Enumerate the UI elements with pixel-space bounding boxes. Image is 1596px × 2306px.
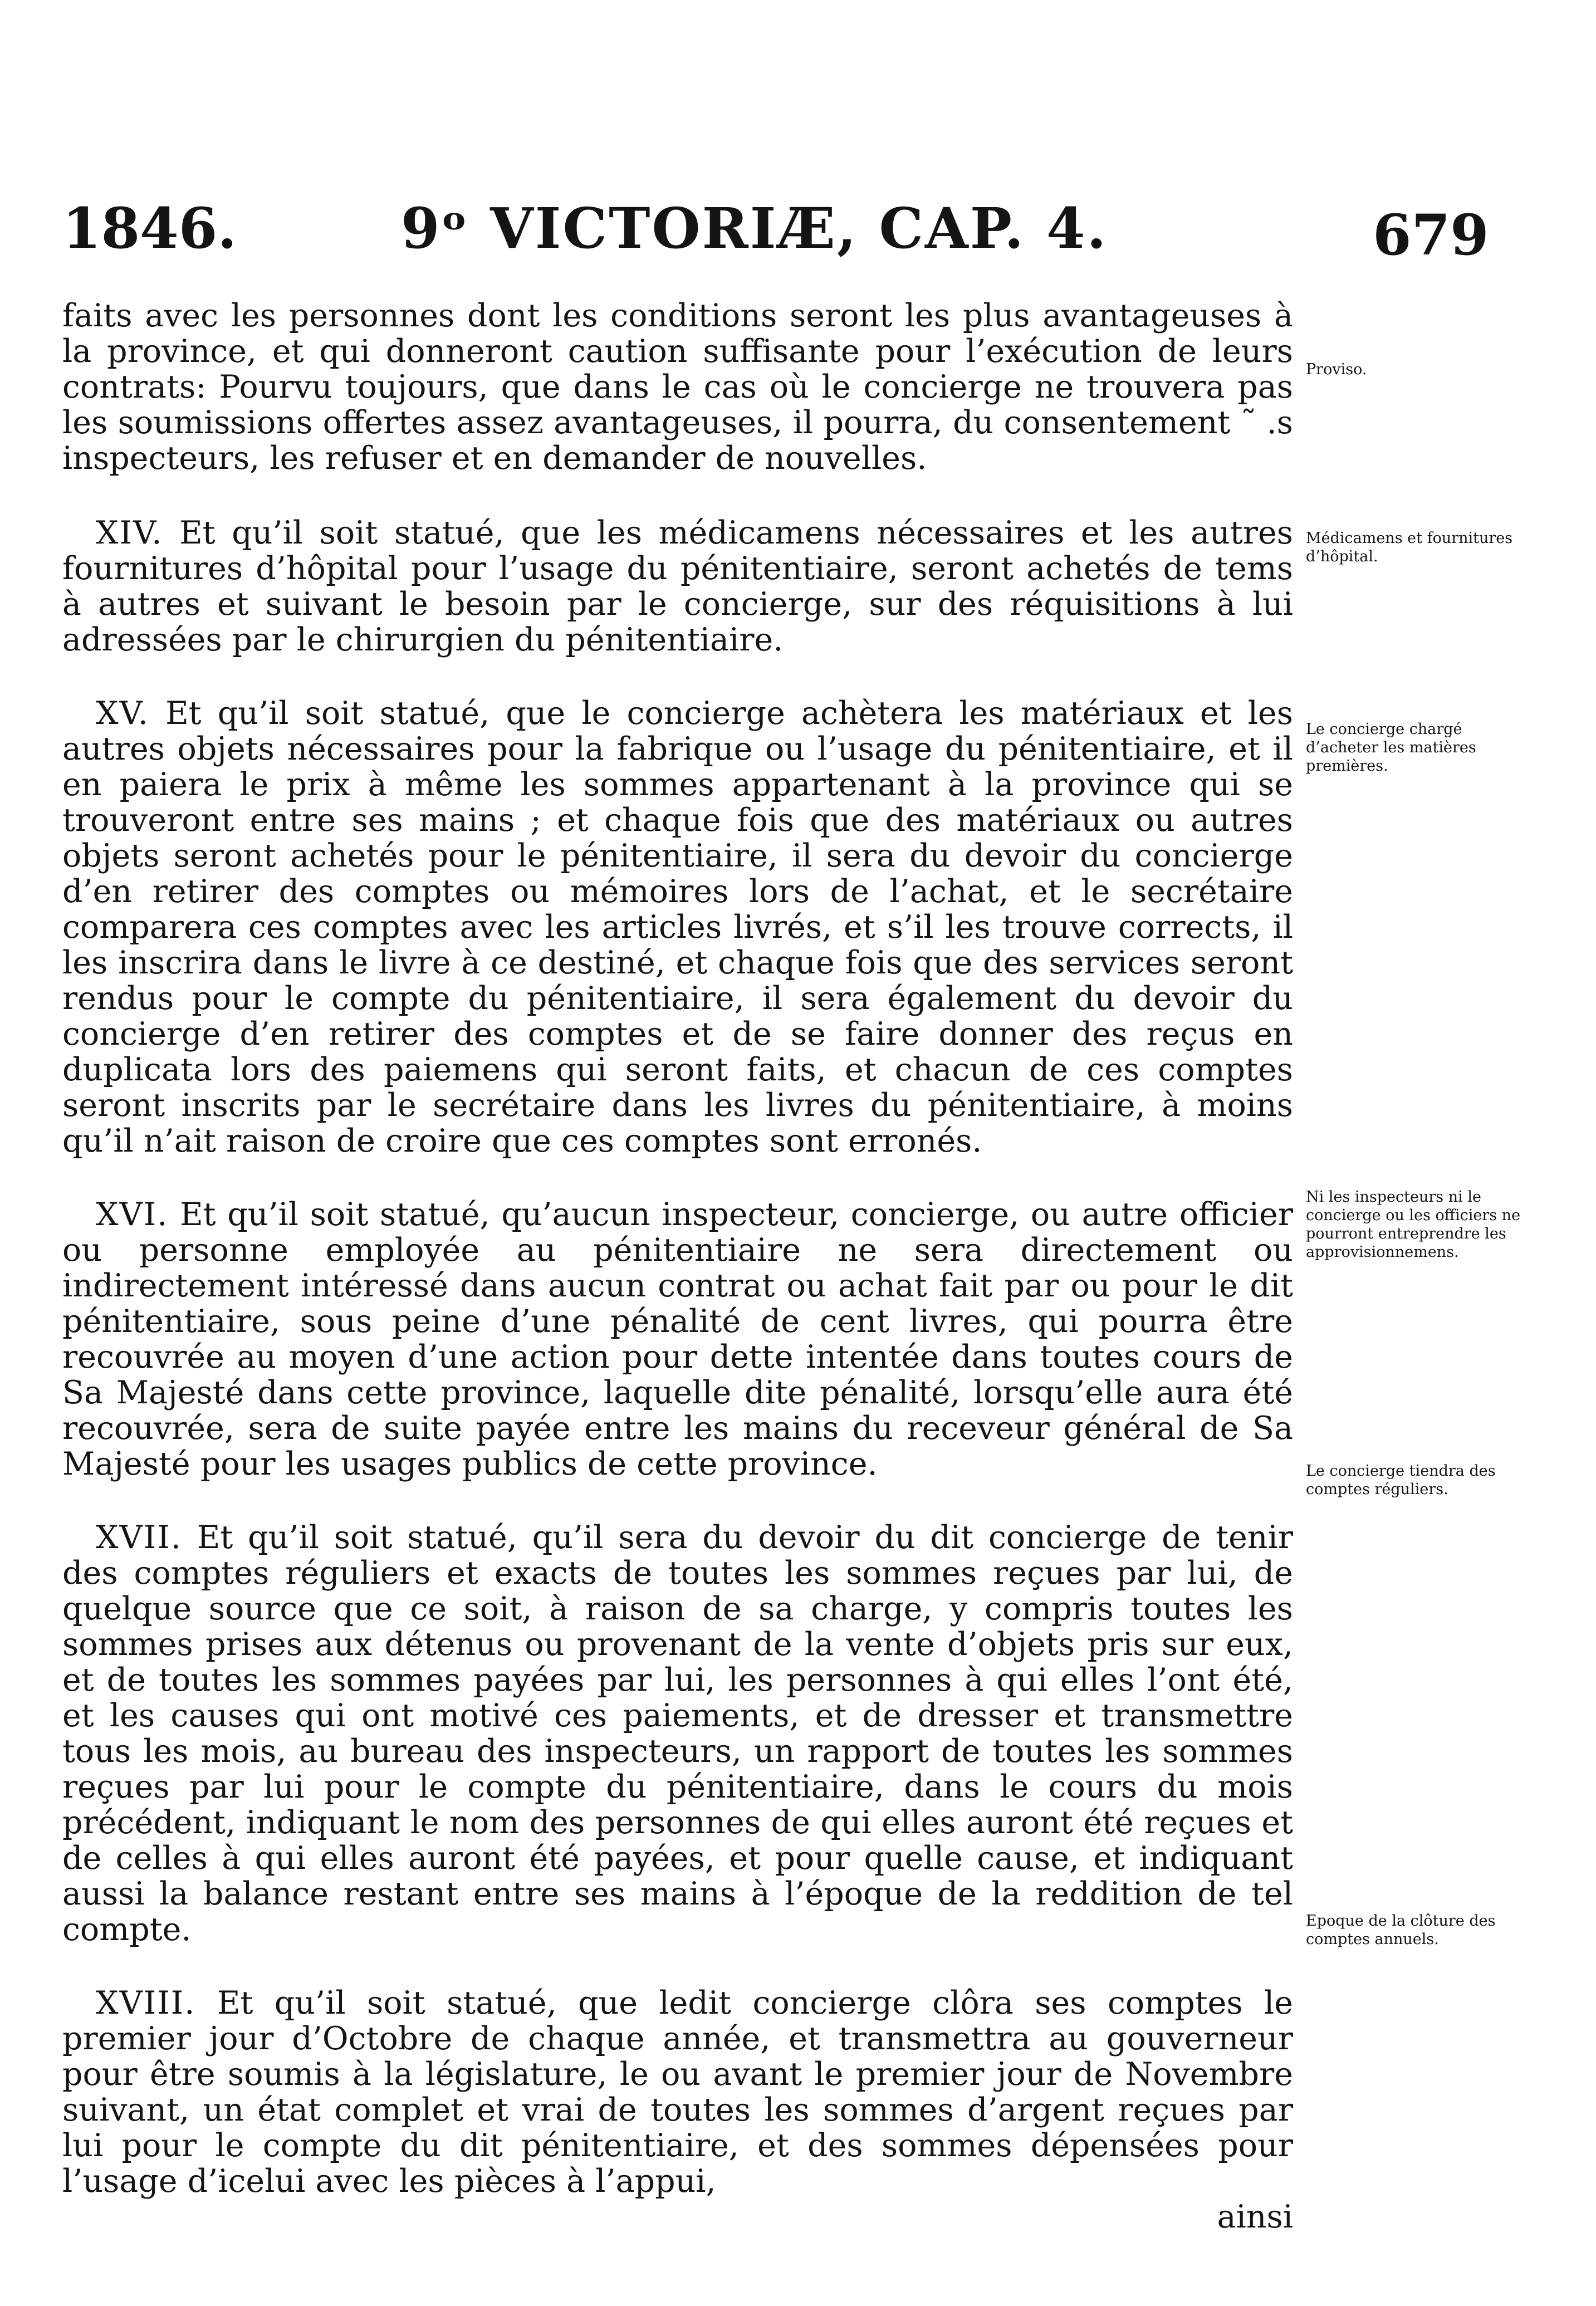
intro-text: faits avec les personnes dont les conditions seront les plus avantageuses à la province, et qui donneront caution suffisante pour l’exécution de leurs contrats: Pourvu toujours, que dans le cas où le concierge ne trouvera pas les soumissions offertes assez avantageuses, il pourra, du consentement ˜ .s inspecteurs, les refuser et en demander de nouvelles.	[62, 297, 1293, 477]
header-title: 9ᵒ VICTORIÆ, CAP. 4.	[401, 195, 1108, 261]
margin-note-materiaux: Le concierge chargé d’acheter les matières premières.	[1306, 721, 1476, 775]
section-text: Et qu’il soit statué, qu’aucun inspecteur, concierge, ou autre officier ou personne employée au pénitentiaire ne sera directement ou indirectement intéressé dans aucun contrat ou achat fait par ou pour le dit pénitentiaire, sous peine d’une pénalité de cent livres, qui pourra être recouvrée au moyen d’une action pour dette intentée dans toutes cours de Sa Majesté dans cette province, laquelle dite pénalité, lorsqu’elle aura été recouvrée, sera de suite payée entre les mains du receveur général de Sa Majesté pour les usages publics de cette province.	[62, 1196, 1293, 1482]
section-number: XIV.	[96, 515, 163, 551]
section-text: Et qu’il soit statué, que le concierge achètera les matériaux et les autres objets nécessaires pour la fabrique ou l’usage du pénitentiaire, et il en paiera le prix à même les sommes appartenant à la province qui se trouveront entre ses mains ; et chaque fois que des matériaux ou autres objets seront achetés pour le pénitentiaire, il sera du devoir du concierge d’en retirer des comptes ou mémoires lors de l’achat, et le secrétaire comparera ces comptes avec les articles livrés, et s’il les trouve corrects, il les inscrira dans le livre à ce destiné, et chaque fois que des services seront rendus pour le compte du pénitentiaire, il sera également du devoir du concierge d’en retirer des comptes et de se faire donner des reçus en duplicata lors des paiemens qui seront faits, et chacun de ces comptes seront inscrits par le secrétaire dans les livres du pénitentiaire, à moins qu’il n’ait raison de croire que ces comptes sont erronés.	[62, 695, 1293, 1159]
section-number: XVIII.	[96, 1985, 196, 2021]
section-number: XVII.	[96, 1519, 182, 1556]
section-text: Et qu’il soit statué, que les médicamens nécessaires et les autres fournitures d’hôpital pour l’usage du pénitentiaire, seront achetés de tems à autres et suivant le besoin par le concierge, sur des réquisitions à lui adressées par le chirurgien du pénitentiaire.	[62, 515, 1293, 658]
page-header	[0, 195, 1596, 268]
page-number: 679	[1373, 202, 1489, 268]
section-text: Et qu’il soit statué, que ledit concierge clôra ses comptes le premier jour d’Octobre de chaque année, et transmettra au gouverneur pour être soumis à la législature, le ou avant le premier jour de Novembre suivant, un état complet et vrai de toutes les sommes d’argent reçues par lui pour le compte du dit pénitentiaire, et des sommes dépensées pour l’usage d’icelui avec les pièces à l’appui,	[62, 1985, 1293, 2200]
margin-note-comptes: Le concierge tiendra des comptes réguliers.	[1306, 1462, 1496, 1498]
main-text	[62, 298, 1293, 2235]
intro-paragraph	[62, 298, 1293, 476]
section-xvi	[62, 1197, 1293, 1482]
section-number: XV.	[96, 695, 149, 732]
margin-note-proviso: Proviso.	[1306, 361, 1367, 378]
section-text: Et qu’il soit statué, qu’il sera du devoir du dit concierge de tenir des comptes réguliers et exacts de toutes les sommes reçues par lui, de quelque source que ce soit, à raison de sa charge, y compris toutes les sommes prises aux détenus ou provenant de la vente d’objets pris sur eux, et de toutes les sommes payées par lui, les personnes à qui elles l’ont été, et les causes qui ont motivé ces paiements, et de dresser et transmettre tous les mois, au bureau des inspecteurs, un rapport de toutes les sommes reçues par lui pour le compte du pénitentiaire, dans le cours du mois précédent, indiquant le nom des personnes de qui elles auront été reçues et de celles à qui elles auront été payées, et pour quelle cause, et indiquant aussi la balance restant entre ses mains à l’époque de la reddition de tel compte.	[62, 1519, 1293, 1948]
margin-note-interet: Ni les inspecteurs ni le concierge ou les officiers ne pourront entreprendre les approvisionnemens.	[1306, 1188, 1521, 1261]
margin-note-cloture: Epoque de la clôture des comptes annuels.	[1306, 1912, 1496, 1948]
catchword: ainsi	[1217, 2199, 1293, 2235]
section-number: XVI.	[96, 1196, 169, 1233]
section-xiv	[62, 515, 1293, 658]
section-xv	[62, 696, 1293, 1159]
section-xviii	[62, 1985, 1293, 2235]
section-xvii	[62, 1520, 1293, 1947]
margin-note-medicamens: Médicamens et fournitures d’hôpital.	[1306, 530, 1513, 565]
header-year: 1846.	[62, 195, 237, 261]
